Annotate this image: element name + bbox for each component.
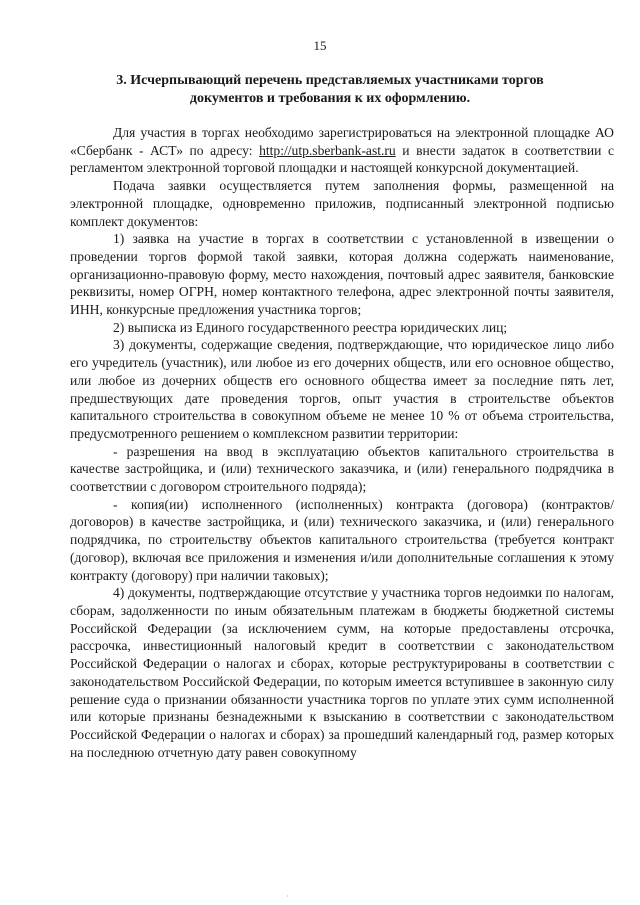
page-number: 15 <box>313 38 327 53</box>
bottom-mark: · <box>286 892 289 901</box>
paragraph-registration-text-a: Для участия в торгах необходимо зарегистрироваться на электронной площадке АО «Сбербанк - АСТ» по адресу: <box>70 125 614 158</box>
paragraph-item-3-contracts: - копия(ии) исполненного (исполненных) контракта (договора) (контрактов/договоров) в качестве застройщика, и (или) технического заказчика, и (или) генерального подрядчика, по строительству объектов капитального строительства (требуется контракт (договор), включая все приложения и изменения и/или дополнительные соглашения к этому контракту (договору) при наличии таковых); <box>70 496 614 583</box>
section-heading <box>80 72 580 108</box>
paragraph-item-2: 2) выписка из Единого государственного реестра юридических лиц; <box>113 319 508 335</box>
paragraph-registration-text-b: и внести задаток в соответствии с регламентом электронной торговой площадки и настоящей конкурсной документацией. <box>70 142 615 176</box>
paragraph-application: Подача заявки осуществляется путем заполнения формы, размещенной на электронной площадке, одновременно приложив, подписанный электронной подписью комплект документов: <box>70 178 614 229</box>
section-heading-line-2: документов и требования к их оформлению. <box>189 91 471 106</box>
body-text <box>70 124 614 761</box>
paragraph-item-3: 3) документы, содержащие сведения, подтверждающие, что юридическое лицо либо его учредитель (участник), или любое из его дочерних обществ, или его основное общество, или любое из дочерних обществ его основного общества имеет за последние пять лет, предшествующих дате проведения торгов, опыт участия в строительстве объектов капитального строительства в совокупном объеме не менее 10 % от объема строительства, предусмотренного решением о комплексном развитии территории: <box>70 337 614 441</box>
platform-link[interactable]: http://utp.sberbank-ast.ru <box>259 142 396 158</box>
paragraph-item-1: 1) заявка на участие в торгах в соответствии с установленной в извещении о проведении торгов формой такой заявки, которая должна содержать наименование, организационно-правовую форму, место нахождения, почтовый адрес заявителя, банковские реквизиты, номер ОГРН, номер контактного телефона, адрес электронной почты заявителя, ИНН, конкурсные предложения участника торгов; <box>70 231 614 318</box>
paragraph-registration <box>70 124 614 177</box>
paragraph-item-3-permits: - разрешения на ввод в эксплуатацию объектов капитального строительства в качестве застройщика, и (или) технического заказчика, и (или) генерального подрядчика в соответствии с договором строительного подряда); <box>70 443 614 495</box>
paragraph-item-4: 4) документы, подтверждающие отсутствие у участника торгов недоимки по налогам, сборам, задолженности по иным обязательным платежам в бюджеты бюджетной системы Российской Федерации (за исключением сумм, на которые предоставлены отсрочка, рассрочка, инвестиционный налоговый кредит в соответствии с законодательством Российской Федерации о налогах и сборах, которые реструктурированы в соответствии с законодательством Российской Федерации, по которым имеется вступившее в законную силу решение суда о признании обязанности участника торгов по уплате этих сумм исполненной или которые признаны безнадежными к взысканию в соответствии с законодательством Российской Федерации о налогах и сборах) за прошедший календарный год, размер которых на последнюю отчетную дату равен совокупному <box>70 585 614 760</box>
section-heading-line-1: 3. Исчерпывающий перечень представляемых участниками торгов <box>116 73 544 88</box>
